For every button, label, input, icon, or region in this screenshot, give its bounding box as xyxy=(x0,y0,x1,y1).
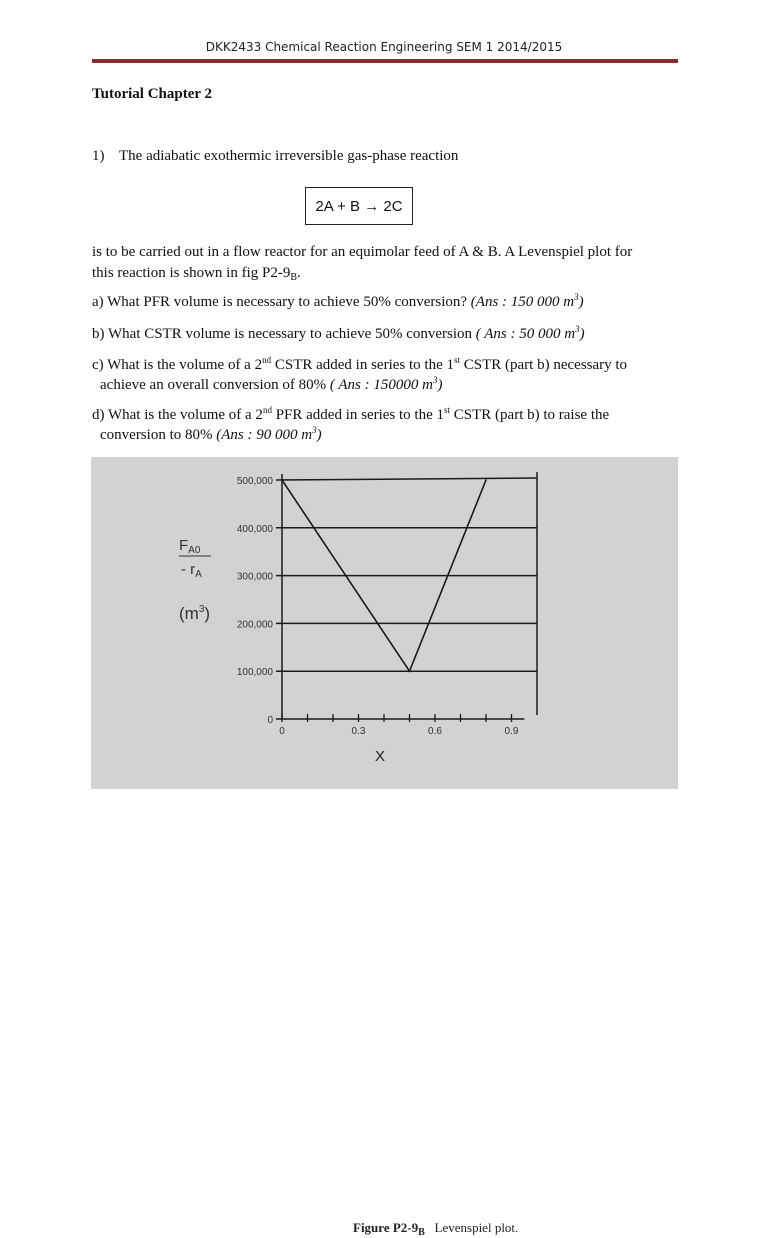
part-d-answer-close: ) xyxy=(316,427,322,443)
figure-caption xyxy=(353,1220,518,1236)
y-tick-label: 200,000 xyxy=(236,619,273,631)
part-c xyxy=(92,355,682,395)
paragraph-line-2-sub: B xyxy=(290,272,297,283)
y-axis-label-numerator: $F_{A0}$ xyxy=(179,537,201,556)
y-tick-label: 500,000 xyxy=(236,476,273,487)
y-axis-label-unit: $(m^3)$ xyxy=(179,604,211,623)
part-d-answer-sup: 3 xyxy=(312,425,317,435)
paragraph-line-2-text: this reaction is shown in fig P2-9 xyxy=(92,265,291,281)
part-c-t4: achieve an overall conversion of 80% xyxy=(100,377,330,393)
y-tick-label: 300,000 xyxy=(236,571,273,583)
y-tick-label: 0 xyxy=(267,715,273,726)
x-tick-label: 0.9 xyxy=(504,726,519,737)
figure-caption-label: Figure P2-9 xyxy=(353,1220,419,1235)
levenspiel-figure xyxy=(91,457,678,1238)
part-c-answer xyxy=(330,377,443,393)
series-point xyxy=(485,479,487,481)
part-b-answer-sup: 3 xyxy=(575,324,580,334)
part-c-line-1 xyxy=(92,355,682,375)
y-tick-label: 400,000 xyxy=(236,523,273,535)
x-axis-label: X xyxy=(374,748,386,765)
part-d-s2: st xyxy=(444,405,451,415)
x-tick-label: 0.3 xyxy=(351,726,366,737)
part-c-answer-sup: 3 xyxy=(432,375,438,385)
reaction-equation xyxy=(305,187,413,225)
part-b-text: b) What CSTR volume is necessary to achieve 50% conversion xyxy=(92,326,476,342)
part-c-t3: CSTR (part b) necessary to xyxy=(460,357,628,373)
part-b-answer-close: ) xyxy=(579,326,585,342)
part-d-t4: conversion to 80% xyxy=(100,427,217,443)
y-tick-label: 100,000 xyxy=(236,667,273,679)
part-a-answer xyxy=(471,294,584,310)
part-b-answer-text: ( Ans : 50 000 m xyxy=(475,326,576,342)
part-a-answer-text: (Ans : 150 000 m xyxy=(470,294,575,310)
part-c-answer-text: ( Ans : 150000 m xyxy=(329,377,433,393)
grid-line xyxy=(276,478,537,480)
part-c-line-2 xyxy=(92,375,682,395)
part-d xyxy=(92,405,682,445)
question-paragraph xyxy=(92,242,682,284)
part-a-text: a) What PFR volume is necessary to achieve 50% conversion? xyxy=(92,294,471,310)
part-d-t3: CSTR (part b) to raise the xyxy=(450,407,610,423)
part-d-s1: nd xyxy=(262,405,272,415)
figure-caption-sub: B xyxy=(418,1227,425,1238)
x-tick-label: 0 xyxy=(279,726,285,737)
part-d-answer-text: (Ans : 90 000 m xyxy=(216,427,313,443)
question-intro: The adiabatic exothermic irreversible gas-phase reaction xyxy=(119,148,459,164)
part-b xyxy=(92,324,682,344)
reaction-text: 2A + B → 2C xyxy=(315,197,403,215)
header-rule xyxy=(92,59,678,63)
y-axis-label-denominator: - $r_A$ xyxy=(181,561,202,580)
part-d-line-2 xyxy=(92,425,682,445)
series-point xyxy=(409,670,411,672)
part-c-s2: st xyxy=(454,355,461,365)
document-header: DKK2433 Chemical Reaction Engineering SEM 1 2014/2015 xyxy=(205,40,563,54)
part-a-answer-sup: 3 xyxy=(574,292,579,302)
part-c-s1: nd xyxy=(262,355,272,365)
part-a-answer-close: ) xyxy=(578,294,584,310)
part-b-answer xyxy=(476,326,585,342)
paragraph-line-2-end: . xyxy=(297,265,301,281)
part-d-line-1 xyxy=(92,405,682,425)
part-d-t2: PFR added in series to the 1 xyxy=(271,407,445,423)
series-point xyxy=(281,479,283,481)
part-c-t2: CSTR added in series to the 1 xyxy=(271,357,454,373)
part-a xyxy=(92,292,682,312)
part-d-t1: d) What is the volume of a 2 xyxy=(92,407,263,423)
question-number: 1) xyxy=(92,148,105,164)
part-c-answer-close: ) xyxy=(437,377,443,393)
paragraph-line-2 xyxy=(92,263,682,284)
paragraph-line-1: is to be carried out in a flow reactor for an equimolar feed of A & B. A Levenspiel plot for xyxy=(92,244,633,260)
part-c-t1: c) What is the volume of a 2 xyxy=(92,357,263,373)
part-d-answer xyxy=(216,427,321,443)
figure-caption-text: Levenspiel plot. xyxy=(434,1220,519,1235)
x-tick-label: 0.6 xyxy=(428,726,442,737)
levenspiel-plot xyxy=(91,457,678,789)
tutorial-title: Tutorial Chapter 2 xyxy=(92,86,213,102)
